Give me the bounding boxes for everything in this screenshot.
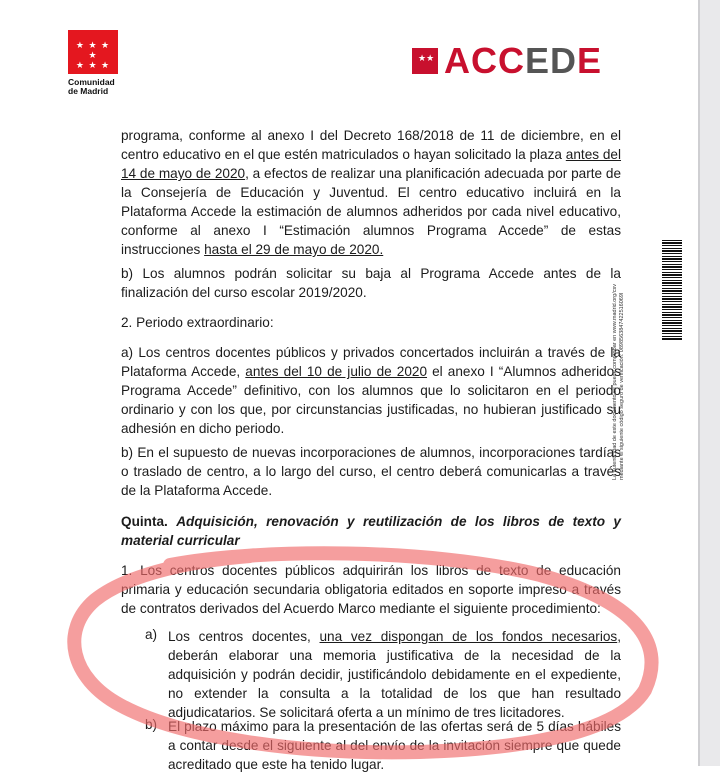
paragraph-baja: b) Los alumnos podrán solicitar su baja al Programa Accede antes de la finalización del curso escolar 2019/2020.: [121, 266, 621, 300]
date-29-mayo: hasta el 29 de mayo de 2020.: [204, 242, 384, 257]
paragraph-nuevas-incorporaciones: b) En el supuesto de nuevas incorporaciones de alumnos, incorporaciones tardías o traslado de centro, a lo largo del curso, el centro deberá comunicarlas a través de la Plataforma Accede.: [121, 445, 621, 498]
section-heading-quinta: Quinta. Adquisición, renovación y reutilización de los libros de texto y material curricular: [121, 514, 621, 548]
list-item-a: Los centros docentes, una vez dispongan de los fondos necesarios, deberán elaborar una memoria justificativa de la necesidad de la adquisición y podrán decidir, justificándolo debidamente en el expediente, no extender la consulta a la totalidad de los que han resultado adjudicatarios. Se solicitará oferta a un mínimo de tres licitadores.: [168, 629, 621, 720]
paragraph-centros-docentes: a) Los centros docentes públicos y privados concertados incluirán a través de la Plataforma Accede, antes del 10 de julio de 2020 el anexo I “Alumnos adheridos Programa Accede” definitivo, con los alumnos que lo solicitaron en el periodo ordinario y con los que, por circunstancias justificadas, no hubieran justificado su adhesión en dicho periodo.: [121, 345, 622, 436]
page-edge: [700, 0, 720, 766]
red-circle-annotation: [74, 553, 651, 752]
date-10-julio: antes del 10 de julio de 2020: [245, 364, 428, 379]
accede-logo-text: ACCEDE: [444, 40, 603, 81]
item-b-label: b): [145, 717, 158, 732]
region-logo-text: Comunidad de Madrid: [68, 77, 115, 96]
verification-text: La autenticidad de este documento se puede comprobar en www.madrid.org/csv mediante el siguiente código seguro de verificación: 0898563847422516069I: [612, 284, 625, 480]
list-item-b: El plazo máximo para la presentación de las ofertas será de 5 días hábiles a contar desde el siguiente al del envío de la invitación siempre que quede acreditado que este ha tenido lugar.: [168, 719, 621, 772]
madrid-flag-icon: ★ ★ ★ ★ ★ ★ ★: [68, 30, 118, 74]
paragraph-estimacion: programa, conforme al anexo I del Decreto 168/2018 de 11 de diciembre, en el centro educativo en el que estén matriculados o hayan solicitado la plaza antes del 14 de mayo de 2020, a efectos de realizar una planificación adecuada por parte de la Consejería de Educación y Juventud. El centro educativo incluirá en la Plataforma Accede la estimación de alumnos adheridos por cada nivel educativo, conforme al anexo I “Estimación alumnos Programa Accede” de estas instrucciones hasta el 29 de mayo de 2020.: [121, 128, 622, 257]
date-14-mayo: antes del 14 de mayo de 2020: [121, 147, 622, 181]
paragraph-periodo-extraordinario: 2. Periodo extraordinario:: [121, 315, 274, 330]
item-a-label: a): [145, 627, 158, 642]
accede-star-icon: ★★: [412, 48, 438, 74]
paragraph-adquisicion: 1. Los centros docentes públicos adquirirán los libros de texto de educación primaria y educación secundaria obligatoria editados en soporte impreso a través de contratos derivados del Acuerdo Marco mediante el siguiente procedimiento:: [121, 563, 621, 616]
